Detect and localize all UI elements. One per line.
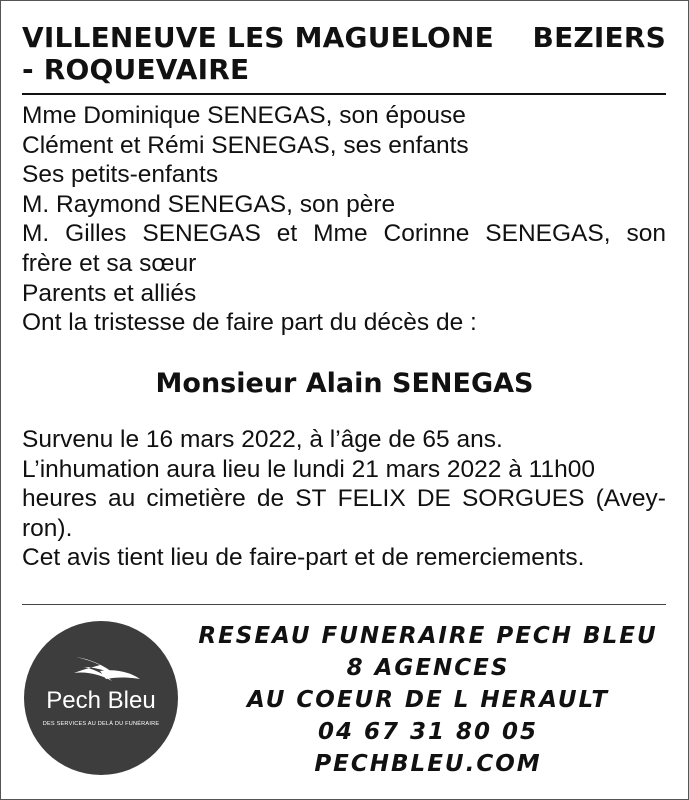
agency-network: RESEAU FUNERAIRE PECH BLEU: [198, 623, 658, 649]
header-city-roquevaire: - ROQUEVAIRE: [22, 53, 250, 86]
siblings-word-7: SENEGAS,: [485, 220, 611, 248]
notice-header: [22, 22, 666, 86]
family-line-spouse: Mme Dominique SENEGAS, son épouse: [22, 102, 466, 129]
agency-website: PECHBLEU.COM: [314, 751, 542, 777]
siblings-word-3: SENEGAS: [142, 220, 261, 248]
detail-cemetery: [22, 484, 666, 514]
cemetery-word-3: cimetière: [146, 485, 246, 513]
detail-burial-date: L’inhumation aura lieu le lundi 21 mars 2022 à 11h00: [22, 455, 595, 483]
header-divider: [22, 93, 666, 95]
cemetery-word-1: heures: [22, 485, 97, 513]
header-city-beziers: BEZIERS: [532, 21, 666, 54]
siblings-word-8: son: [626, 220, 666, 248]
cemetery-word-9: (Avey-: [595, 485, 666, 513]
agency-count: 8 AGENCES: [346, 655, 510, 681]
siblings-word-1: M.: [22, 220, 50, 248]
detail-closing: Cet avis tient lieu de faire-part et de remerciements.: [22, 544, 585, 572]
family-line-relatives: Parents et alliés: [22, 279, 197, 307]
agency-region: AU COEUR DE L HERAULT: [246, 687, 610, 713]
logo-tagline: DES SERVICES AU DELÀ DU FUNÉRAIRE: [42, 721, 160, 727]
family-line-siblings: [22, 219, 666, 249]
detail-death-date: Survenu le 16 mars 2022, à l’âge de 65 ans.: [22, 426, 503, 453]
siblings-word-6: Corinne: [383, 220, 470, 248]
cemetery-word-8: SORGUES: [461, 485, 585, 513]
detail-cemetery-cont: ron).: [22, 514, 73, 542]
siblings-word-2: Gilles: [65, 220, 127, 248]
siblings-word-4: et: [276, 220, 298, 248]
siblings-word-5: Mme: [313, 220, 368, 248]
footer-divider: [22, 604, 666, 605]
cemetery-word-4: de: [256, 485, 285, 513]
deceased-name: Monsieur Alain SENEGAS: [155, 368, 534, 399]
pech-bleu-logo: [24, 621, 178, 775]
family-line-grandchildren: Ses petits-enfants: [22, 161, 219, 189]
funeral-details: [22, 425, 666, 573]
family-line-announcement: Ont la tristesse de faire part du décès de :: [22, 309, 477, 337]
cemetery-word-2: au: [108, 485, 136, 513]
agency-phone: 04 67 31 80 05: [317, 719, 539, 745]
logo-name: Pech Bleu: [46, 687, 156, 714]
agency-block: [190, 620, 666, 780]
family-line-father: M. Raymond SENEGAS, son père: [22, 190, 396, 218]
cemetery-word-5: ST: [295, 485, 327, 513]
cemetery-word-7: DE: [416, 485, 451, 513]
family-line-siblings-cont: frère et sa sœur: [22, 249, 197, 277]
family-line-children: Clément et Rémi SENEGAS, ses enfants: [22, 131, 469, 159]
family-list: [22, 101, 666, 338]
cemetery-word-6: FELIX: [337, 485, 406, 513]
header-city-villeneuve: VILLENEUVE LES MAGUELONE: [22, 21, 495, 54]
